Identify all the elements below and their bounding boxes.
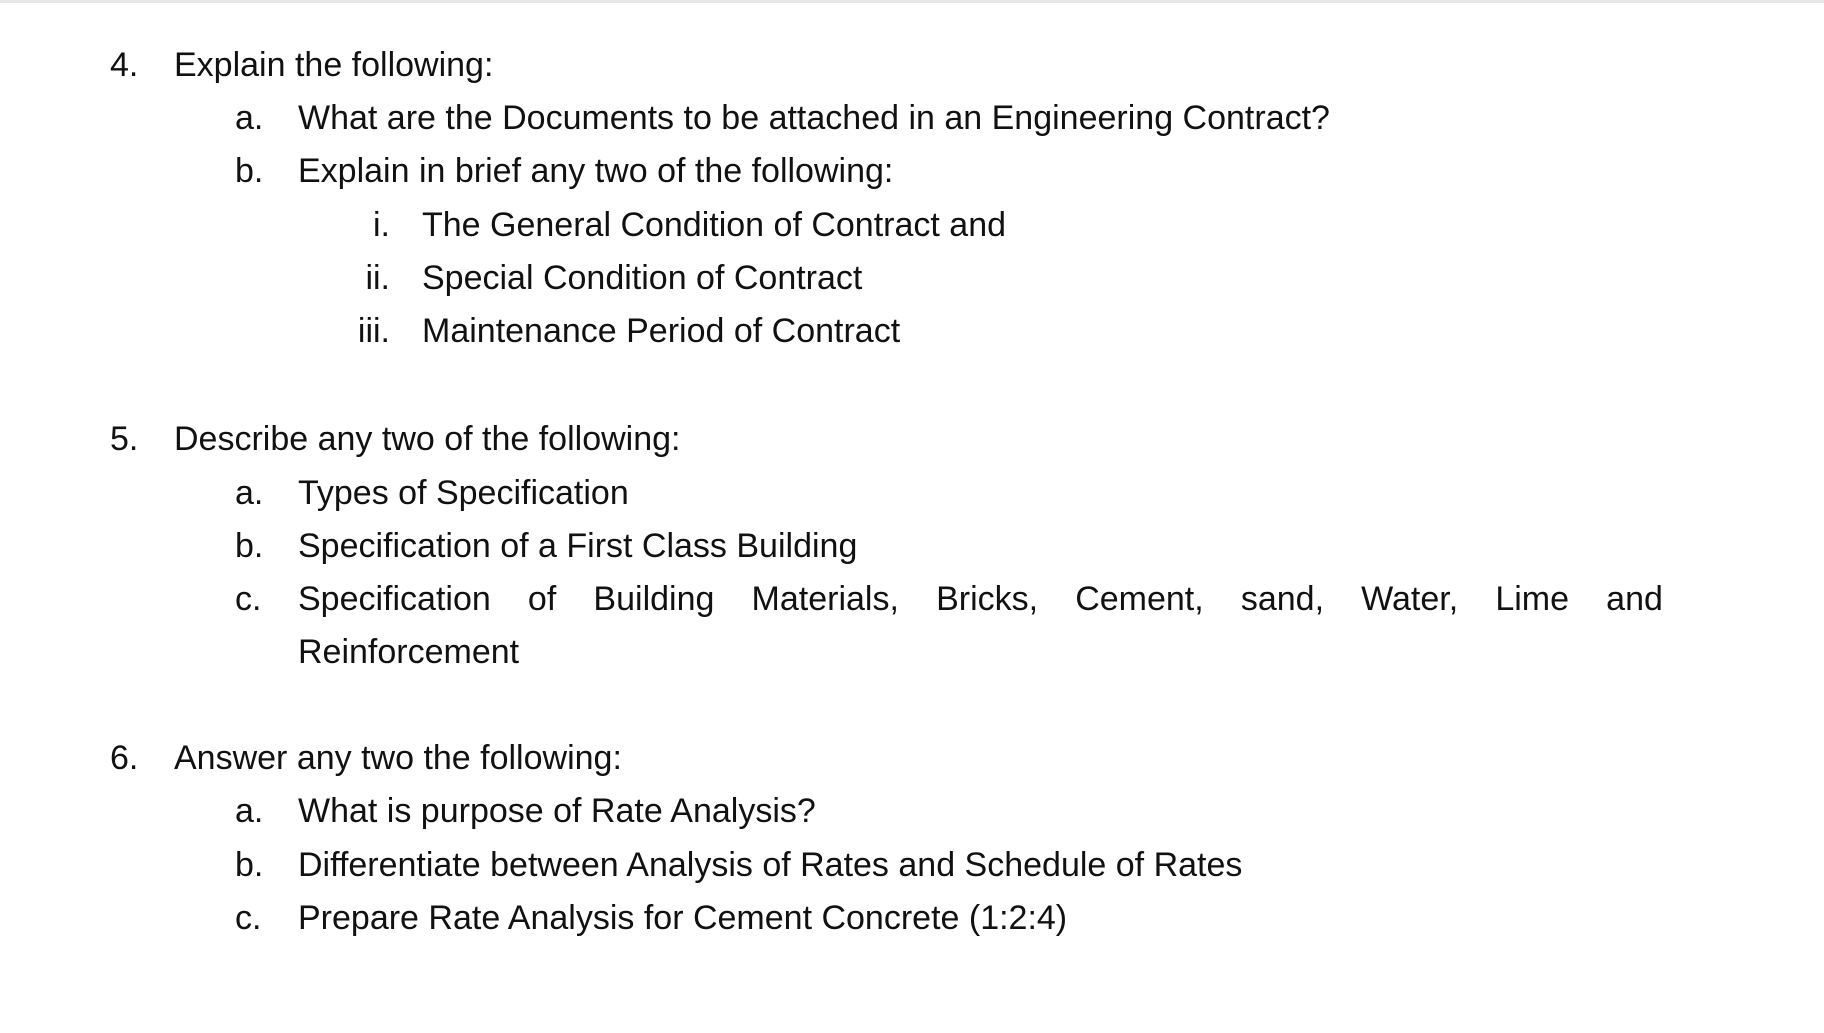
item-text-continuation: Reinforcement (298, 633, 520, 671)
word: sand, (1240, 580, 1325, 618)
item-text: What are the Documents to be attached in an Engineering Contract? (298, 99, 1330, 137)
item-marker: b. (235, 152, 264, 190)
question-number: 6. (110, 739, 139, 777)
item-marker: c. (235, 580, 262, 618)
item-marker: c. (235, 899, 262, 937)
item-marker: b. (235, 527, 264, 565)
item-text: Specification of a First Class Building (298, 527, 858, 565)
word: of (527, 580, 557, 618)
word: Materials, (751, 580, 899, 618)
subitem-text: Special Condition of Contract (422, 259, 863, 297)
word: and (1606, 580, 1663, 618)
word: Building (593, 580, 715, 618)
item-marker: b. (235, 846, 264, 884)
subitem-marker: ii. (365, 259, 390, 297)
item-text: Prepare Rate Analysis for Cement Concrete (1:2:4) (298, 899, 1068, 937)
question-number: 4. (110, 46, 139, 84)
subitem-text: The General Condition of Contract and (422, 206, 1007, 244)
question-number: 5. (110, 420, 139, 458)
word: Cement, (1075, 580, 1204, 618)
item-text: Types of Specification (298, 474, 629, 512)
item-marker: a. (235, 99, 264, 137)
item-text: What is purpose of Rate Analysis? (298, 792, 816, 830)
word: Water, (1361, 580, 1459, 618)
subitem-text: Maintenance Period of Contract (422, 312, 901, 350)
subitem-marker: i. (373, 206, 390, 244)
item-text-justified (298, 579, 1663, 619)
word: Lime (1495, 580, 1570, 618)
item-marker: a. (235, 792, 264, 830)
question-text: Answer any two the following: (174, 739, 622, 777)
item-marker: a. (235, 474, 264, 512)
item-text: Explain in brief any two of the following: (298, 152, 894, 190)
question-text: Explain the following: (174, 46, 494, 84)
word: Specification (298, 580, 491, 618)
word: Bricks, (936, 580, 1039, 618)
question-text: Describe any two of the following: (174, 420, 681, 458)
subitem-marker: iii. (357, 312, 390, 350)
item-text: Differentiate between Analysis of Rates and Schedule of Rates (298, 846, 1243, 884)
